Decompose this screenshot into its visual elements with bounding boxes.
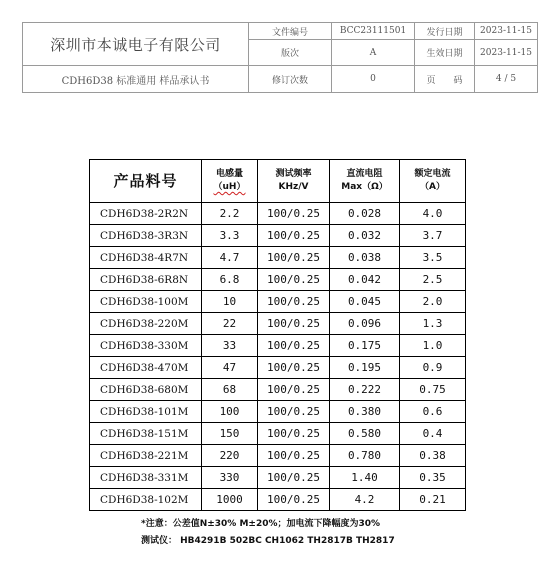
inductance-cell: 220 [202,445,258,467]
doc-no-label: 文件编号 [249,23,332,40]
rated-current-cell: 0.9 [400,357,466,379]
dcr-cell: 1.40 [330,467,400,489]
dcr-cell: 0.028 [330,203,400,225]
dcr-cell: 0.038 [330,247,400,269]
part-number-cell: CDH6D38-3R3N [90,225,202,247]
rated-current-cell: 1.3 [400,313,466,335]
spec-table-body [90,203,466,511]
table-row [90,225,466,247]
dcr-unit-text: Max（Ω） [341,182,388,192]
rated-current-cell: 3.7 [400,225,466,247]
table-row [90,489,466,511]
dcr-header-text: 直流电阻 [346,169,383,179]
test-frequency-unit-text: KHz/V [278,182,309,192]
col-header-test-frequency [258,160,330,203]
spec-title: CDH6D38 标准通用 样品承认书 [23,66,249,93]
col-header-inductance [202,160,258,203]
table-row [90,467,466,489]
inductance-cell: 330 [202,467,258,489]
issue-date-value: 2023-11-15 [475,23,538,40]
inductance-cell: 10 [202,291,258,313]
table-row [90,445,466,467]
inductor-spec-table [89,159,466,511]
inductance-cell: 47 [202,357,258,379]
inductance-cell: 4.7 [202,247,258,269]
dcr-cell: 0.222 [330,379,400,401]
test-frequency-cell: 100/0.25 [258,489,330,511]
table-row [90,423,466,445]
inductance-header-text: 电感量 [215,169,243,179]
part-number-cell: CDH6D38-151M [90,423,202,445]
part-number-cell: CDH6D38-221M [90,445,202,467]
part-number-cell: CDH6D38-102M [90,489,202,511]
rated-current-cell: 0.6 [400,401,466,423]
rated-current-cell: 0.38 [400,445,466,467]
part-number-cell: CDH6D38-6R8N [90,269,202,291]
part-number-cell: CDH6D38-220M [90,313,202,335]
rated-current-cell: 1.0 [400,335,466,357]
test-frequency-cell: 100/0.25 [258,401,330,423]
revision-count-value: 0 [332,66,415,93]
table-row [90,203,466,225]
test-frequency-cell: 100/0.25 [258,247,330,269]
version-value: A [332,40,415,66]
effective-date-value: 2023-11-15 [475,40,538,66]
table-row [90,313,466,335]
test-frequency-cell: 100/0.25 [258,291,330,313]
page-value: 4 / 5 [475,66,538,93]
rated-current-cell: 2.0 [400,291,466,313]
table-row [90,379,466,401]
test-frequency-cell: 100/0.25 [258,379,330,401]
rated-current-cell: 0.35 [400,467,466,489]
tolerance-note: *注意：公差值N±30% M±20%；加电流下降幅度为30% [141,519,381,529]
test-frequency-cell: 100/0.25 [258,335,330,357]
rated-current-cell: 0.75 [400,379,466,401]
table-row [90,335,466,357]
rated-current-cell: 0.4 [400,423,466,445]
part-number-cell: CDH6D38-680M [90,379,202,401]
inductance-cell: 100 [202,401,258,423]
rated-current-cell: 3.5 [400,247,466,269]
dcr-cell: 0.380 [330,401,400,423]
inductance-cell: 22 [202,313,258,335]
table-row [90,401,466,423]
dcr-cell: 0.580 [330,423,400,445]
part-number-cell: CDH6D38-470M [90,357,202,379]
inductance-cell: 6.8 [202,269,258,291]
test-frequency-cell: 100/0.25 [258,225,330,247]
inductance-cell: 3.3 [202,225,258,247]
col-header-dcr [330,160,400,203]
inductance-cell: 150 [202,423,258,445]
test-frequency-cell: 100/0.25 [258,445,330,467]
company-name: 深圳市本诚电子有限公司 [23,23,249,66]
rated-current-header-text: 额定电流 [414,169,451,179]
revision-count-label: 修订次数 [249,66,332,93]
col-header-part-no: 产品料号 [90,160,202,203]
issue-date-label: 发行日期 [415,23,475,40]
col-header-rated-current [400,160,466,203]
part-number-cell: CDH6D38-101M [90,401,202,423]
dcr-cell: 0.780 [330,445,400,467]
test-frequency-cell: 100/0.25 [258,423,330,445]
doc-no-value: BCC23111501 [332,23,415,40]
table-row [90,357,466,379]
rated-current-cell: 0.21 [400,489,466,511]
part-number-cell: CDH6D38-4R7N [90,247,202,269]
dcr-cell: 0.032 [330,225,400,247]
inductance-unit-text: （uH） [213,182,246,192]
effective-date-label: 生效日期 [415,40,475,66]
rated-current-unit-text: （A） [420,182,445,192]
part-number-cell: CDH6D38-2R2N [90,203,202,225]
dcr-cell: 4.2 [330,489,400,511]
table-row [90,269,466,291]
inductance-cell: 1000 [202,489,258,511]
page-label: 页 码 [415,66,475,93]
dcr-cell: 0.195 [330,357,400,379]
test-frequency-cell: 100/0.25 [258,269,330,291]
test-frequency-cell: 100/0.25 [258,203,330,225]
table-row [90,291,466,313]
dcr-cell: 0.045 [330,291,400,313]
rated-current-cell: 2.5 [400,269,466,291]
part-number-cell: CDH6D38-100M [90,291,202,313]
inductance-cell: 33 [202,335,258,357]
dcr-cell: 0.175 [330,335,400,357]
test-frequency-cell: 100/0.25 [258,313,330,335]
inductance-cell: 68 [202,379,258,401]
part-number-cell: CDH6D38-330M [90,335,202,357]
test-frequency-cell: 100/0.25 [258,357,330,379]
test-frequency-header-text: 测试频率 [275,169,312,179]
dcr-cell: 0.042 [330,269,400,291]
inductance-cell: 2.2 [202,203,258,225]
rated-current-cell: 4.0 [400,203,466,225]
table-row [90,247,466,269]
part-number-cell: CDH6D38-331M [90,467,202,489]
version-label: 版次 [249,40,332,66]
test-instruments-note: 测试仪： HB4291B 502BC CH1062 TH2817B TH2817 [141,536,395,546]
document-header [22,22,538,93]
test-frequency-cell: 100/0.25 [258,467,330,489]
dcr-cell: 0.096 [330,313,400,335]
